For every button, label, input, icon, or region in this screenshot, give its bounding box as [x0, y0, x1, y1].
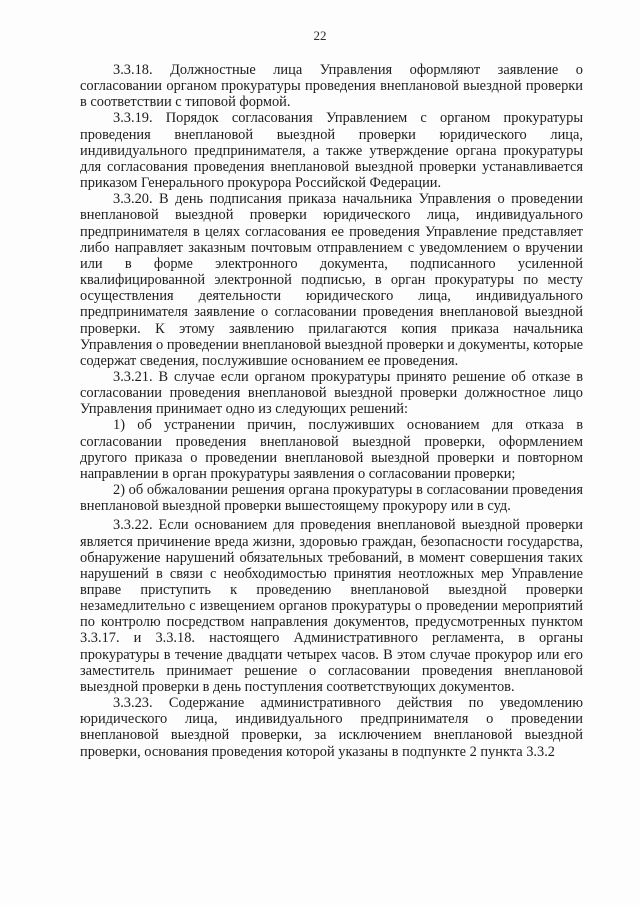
page-number: 22 — [313, 28, 327, 43]
paragraph-3-3-19: 3.3.19. Порядок согласования Управлением с органом прокуратуры проведения внеплановой выездной проверки юридического лица, индивидуального предпринимателя, а также утверждение органа прокуратуры для согласования проведения внеплановой выездной проверки устанавливается приказом Генерального прокурора Российской Федерации. — [80, 110, 583, 192]
paragraph-3-3-18: 3.3.18. Должностные лица Управления оформляют заявление о согласовании органом прокуратуры проведения внеплановой выездной проверки в соответствии с типовой формой. — [80, 62, 583, 111]
paragraph-3-3-23: 3.3.23. Содержание административного действия по уведомлению юридического лица, индивидуального предпринимателя о проведении внеплановой выездной проверки, за исключением внеплановой выездной проверки, основания проведения которой указаны в подпункте 2 пункта 3.3.2 — [80, 695, 583, 760]
document-body — [80, 62, 583, 760]
paragraph-3-3-20: 3.3.20. В день подписания приказа начальника Управления о проведении внеплановой выездной проверки юридического лица, индивидуального предпринимателя в целях согласования ее проведения Управление представляет либо направляет заказным почтовым отправлением с уведомлением о вручении или в форме электронного документа, подписанного усиленной квалифицированной электронной подписью, в орган прокуратуры по месту осуществления деятельности юридического лица, индивидуального предпринимателя заявление о согласовании проведения внеплановой выездной проверки. К этому заявлению прилагаются копия приказа начальника Управления о проведении внеплановой выездной проверки и документы, которые содержат сведения, послужившие основанием ее проведения. — [80, 191, 583, 369]
paragraph-3-3-21-item-1: 1) об устранении причин, послуживших основанием для отказа в согласовании проведения внеплановой выездной проверки, оформлением другого приказа о проведении внеплановой выездной проверки и повторном направлении в орган прокуратуры заявления о согласовании проверки; — [80, 417, 583, 482]
paragraph-3-3-21: 3.3.21. В случае если органом прокуратуры принято решение об отказе в согласовании проведения внеплановой выездной проверки должностное лицо Управления принимает одно из следующих решений: — [80, 368, 583, 418]
paragraph-3-3-22: 3.3.22. Если основанием для проведения внеплановой выездной проверки является причинение вреда жизни, здоровью граждан, безопасности государства, обнаружение нарушений обязательных требований, в момент совершения таких нарушений в связи с необходимостью принятия неотложных мер Управление вправе приступить к проведению внеплановой выездной проверки незамедлительно с извещением органов прокуратуры о проведении мероприятий по контролю посредством направления документов, предусмотренных пунктом 3.3.17. и 3.3.18. настоящего Административного регламента, в органы прокуратуры в течение двадцати четырех часов. В этом случае прокурор или его заместитель принимает решение о согласовании проведения внеплановой выездной проверки в день поступления соответствующих документов. — [80, 517, 583, 695]
paragraph-3-3-21-item-2: 2) об обжаловании решения органа прокуратуры в согласовании проведения внеплановой выездной проверки вышестоящему прокурору или в суд. — [80, 482, 583, 515]
